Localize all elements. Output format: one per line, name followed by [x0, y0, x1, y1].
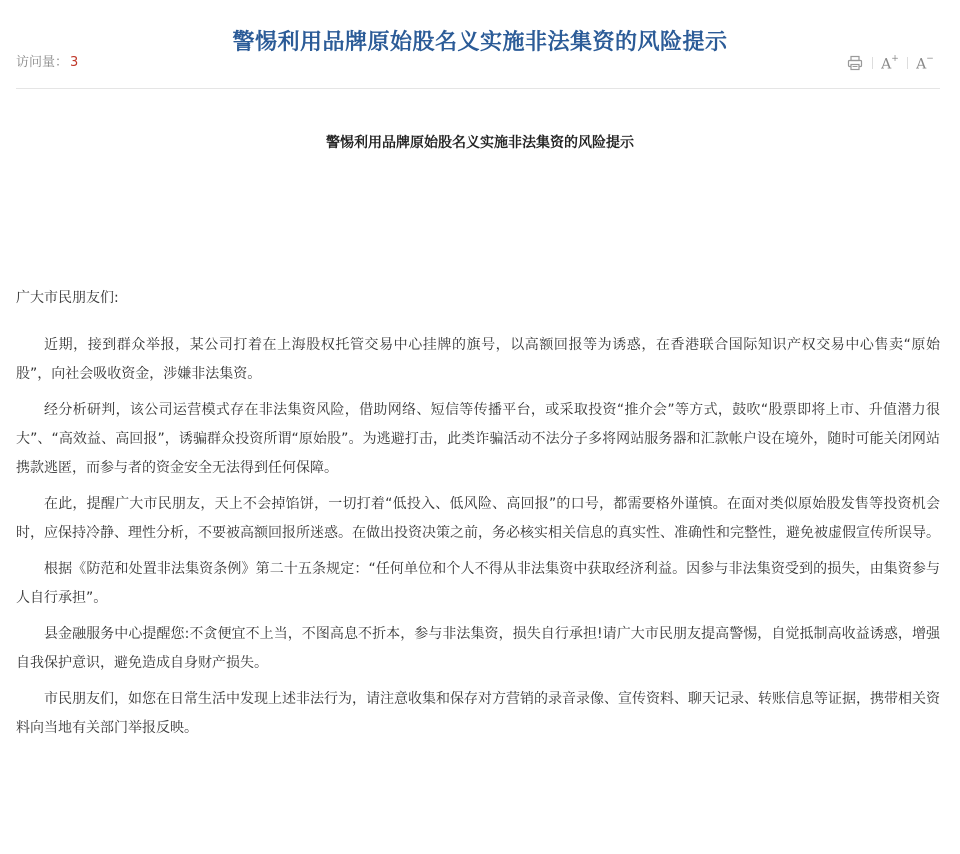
tool-divider	[907, 57, 908, 69]
page-title: 警惕利用品牌原始股名义实施非法集资的风险提示	[232, 29, 728, 55]
paragraph-2: 经分析研判，该公司运营模式存在非法集资风险，借助网络、短信等传播平台，或采取投资“推介会”等方式，鼓吹“股票即将上市、升值潜力很大”、“高效益、高回报”，诱骗群众投资所谓“原始股”。为逃避打击，此类诈骗活动不法分子多将网站服务器和汇款帐户设在境外，随时可能关闭网站携款逃匿，而参与者的资金安全无法得到任何保障。	[16, 402, 940, 476]
font-increase-button[interactable]	[879, 52, 901, 74]
visits-label: 访问量：	[16, 55, 69, 70]
article-title: 警惕利用品牌原始股名义实施非法集资的风险提示	[326, 134, 634, 151]
article-tools	[844, 52, 936, 74]
tool-divider	[872, 57, 873, 69]
header-divider	[16, 88, 940, 89]
paragraph-4: 根据《防范和处置非法集资条例》第二十五条规定：“任何单位和个人不得从非法集资中获取经济利益。因参与非法集资受到的损失，由集资参与人自行承担”。	[16, 561, 940, 606]
print-button[interactable]	[844, 52, 866, 74]
paragraph-6: 市民朋友们，如您在日常生活中发现上述非法行为，请注意收集和保存对方营销的录音录像、宣传资料、聊天记录、转账信息等证据，携带相关资料向当地有关部门举报反映。	[16, 691, 940, 736]
meta-bar	[16, 52, 940, 74]
font-decrease-icon: A−	[916, 54, 934, 73]
font-decrease-button[interactable]	[914, 52, 936, 74]
paragraph-1: 近期，接到群众举报，某公司打着在上海股权托管交易中心挂牌的旗号，以高额回报等为诱惑，在香港联合国际知识产权交易中心售卖“原始股”，向社会吸收资金，涉嫌非法集资。	[16, 337, 940, 382]
print-icon	[847, 55, 863, 71]
paragraph-5: 县金融服务中心提醒您:不贪便宜不上当，不图高息不折本，参与非法集资，损失自行承担!请广大市民朋友提高警惕，自觉抵制高收益诱惑，增强自我保护意识，避免造成自身财产损失。	[16, 626, 940, 671]
article-body	[16, 284, 940, 750]
paragraph-3: 在此，提醒广大市民朋友，天上不会掉馅饼，一切打着“低投入、低风险、高回报”的口号，都需要格外谨慎。在面对类似原始股发售等投资机会时，应保持冷静、理性分析，不要被高额回报所迷惑。在做出投资决策之前，务必核实相关信息的真实性、准确性和完整性，避免被虚假宣传所误导。	[16, 496, 940, 541]
visits-count: 3	[70, 55, 79, 70]
greeting: 广大市民朋友们:	[16, 290, 119, 306]
font-increase-icon: A+	[881, 54, 899, 73]
